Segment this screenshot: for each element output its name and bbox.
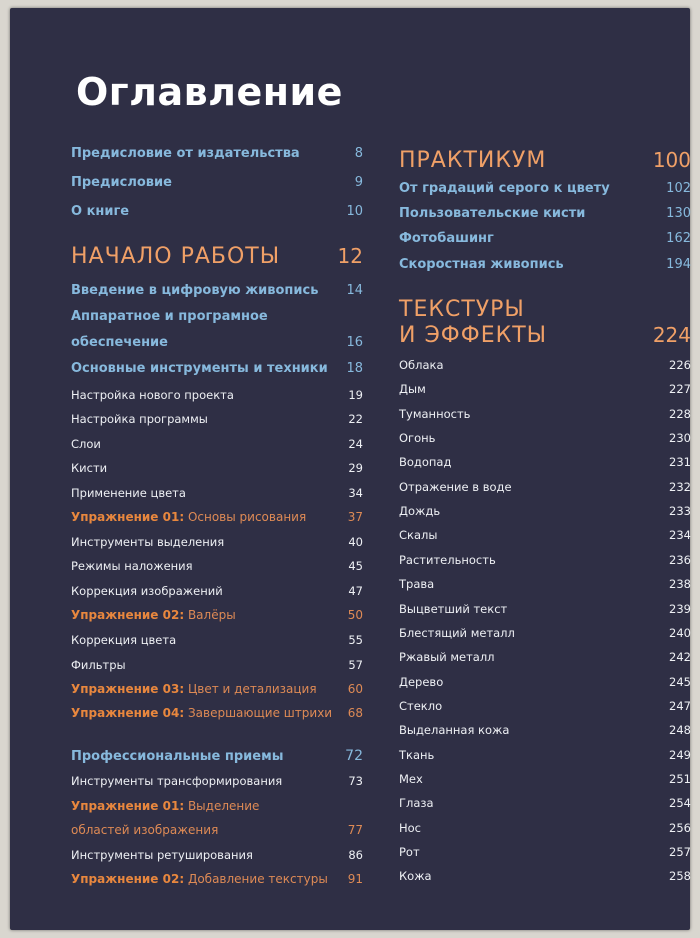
toc-entry[interactable] xyxy=(71,848,363,862)
entry-label: Добавление текстуры xyxy=(187,872,328,886)
entry-label: Коррекция изображений xyxy=(71,584,223,598)
entry-page: 251 xyxy=(669,771,691,786)
exercise-number: Упражнение 04: xyxy=(71,706,185,720)
toc-entry[interactable] xyxy=(399,675,691,689)
entry-label: Скалы xyxy=(399,528,438,543)
entry-page: 228 xyxy=(669,406,691,421)
entry-page: 73 xyxy=(348,774,363,788)
toc-exercise[interactable] xyxy=(71,799,363,813)
entry-page: 55 xyxy=(348,633,363,647)
toc-entry[interactable] xyxy=(71,535,363,549)
entry-label: Дерево xyxy=(399,674,444,689)
entry-page: 231 xyxy=(669,455,691,470)
entry-page: 230 xyxy=(669,431,691,446)
toc-entry[interactable] xyxy=(399,455,691,469)
entry-label: О книге xyxy=(71,204,130,219)
entry-label: Профессиональные приемы xyxy=(71,749,284,764)
entry-page: 254 xyxy=(669,796,691,811)
entry-label: От градаций серого к цвету xyxy=(399,181,610,196)
toc-exercise[interactable] xyxy=(71,872,363,886)
entry-page: 18 xyxy=(346,361,363,376)
toc-chapter[interactable] xyxy=(399,257,691,272)
toc-entry[interactable] xyxy=(399,431,691,445)
toc-entry[interactable] xyxy=(399,528,691,542)
section-label: ТЕКСТУРЫ xyxy=(399,297,525,322)
entry-page: 91 xyxy=(347,872,363,886)
entry-page: 86 xyxy=(348,848,363,862)
entry-label: Фотобашинг xyxy=(399,231,494,246)
entry-page: 37 xyxy=(347,510,363,524)
entry-label: Трава xyxy=(399,577,435,592)
entry-page: 233 xyxy=(669,504,691,519)
entry-label: Блестящий металл xyxy=(399,625,515,640)
toc-entry[interactable] xyxy=(399,845,691,859)
toc-entry[interactable] xyxy=(399,748,691,762)
entry-page: 232 xyxy=(669,479,691,494)
entry-page: 47 xyxy=(348,584,363,598)
section-page: 224 xyxy=(652,323,691,347)
entry-label: Облака xyxy=(399,358,444,372)
entry-page: 227 xyxy=(669,382,691,397)
toc-entry[interactable] xyxy=(399,553,691,567)
entry-page: 19 xyxy=(348,388,363,402)
entry-label: Аппаратное и програмное xyxy=(71,309,268,324)
entry-page: 240 xyxy=(669,625,691,640)
section-label: И ЭФФЕКТЫ xyxy=(399,323,548,348)
exercise-number: Упражнение 02: xyxy=(71,608,185,622)
toc-entry[interactable] xyxy=(399,723,691,737)
toc-exercise[interactable] xyxy=(71,682,363,696)
entry-page: 162 xyxy=(666,231,691,246)
toc-exercise[interactable] xyxy=(71,608,363,622)
entry-label: Применение цвета xyxy=(71,486,186,500)
exercise-number: Упражнение 01: xyxy=(71,799,185,813)
exercise-number: Упражнение 02: xyxy=(71,872,185,886)
toc-chapter[interactable] xyxy=(399,206,691,221)
entry-page: 102 xyxy=(666,181,691,196)
entry-label: Выделанная кожа xyxy=(399,723,510,738)
entry-label: обеспечение xyxy=(71,335,168,350)
entry-label: Кожа xyxy=(399,869,432,884)
entry-page: 57 xyxy=(348,658,363,672)
section-heading[interactable] xyxy=(399,297,691,322)
toc-exercise[interactable] xyxy=(71,510,363,524)
toc-entry[interactable] xyxy=(399,796,691,810)
exercise-number: Упражнение 03: xyxy=(71,682,185,696)
entry-label: Глаза xyxy=(399,796,434,811)
entry-label: Пользовательские кисти xyxy=(399,206,586,221)
entry-label: Инструменты трансформирования xyxy=(71,774,283,788)
entry-label: Растительность xyxy=(399,552,496,567)
section-page: 100 xyxy=(652,148,691,172)
toc-entry[interactable] xyxy=(71,412,363,426)
entry-label: Огонь xyxy=(399,431,436,446)
section-heading[interactable] xyxy=(71,244,363,269)
toc-entry[interactable] xyxy=(399,869,691,883)
entry-label: Дождь xyxy=(399,504,441,519)
entry-page: 245 xyxy=(669,674,691,689)
toc-chapter[interactable] xyxy=(71,283,363,298)
entry-page: 8 xyxy=(354,146,363,161)
entry-page: 258 xyxy=(669,869,691,884)
toc-entry[interactable] xyxy=(71,584,363,598)
toc-chapter[interactable] xyxy=(71,748,363,764)
entry-label: Стекло xyxy=(399,698,443,713)
entry-page: 40 xyxy=(348,535,363,549)
toc-entry[interactable] xyxy=(71,175,363,190)
entry-label: Дым xyxy=(399,382,426,397)
toc-chapter[interactable] xyxy=(399,231,691,246)
entry-label: Предисловие от издательства xyxy=(71,146,300,161)
entry-page: 238 xyxy=(669,577,691,592)
toc-chapter[interactable] xyxy=(71,361,363,376)
entry-label: Введение в цифровую живопись xyxy=(71,283,319,298)
entry-label: Инструменты выделения xyxy=(71,535,225,549)
entry-label: Выцветший текст xyxy=(399,601,508,616)
entry-label: Коррекция цвета xyxy=(71,633,177,647)
toc-exercise-continued[interactable] xyxy=(71,823,363,837)
entry-page: 77 xyxy=(347,823,363,837)
entry-label: Инструменты ретуширования xyxy=(71,848,253,862)
toc-entry[interactable] xyxy=(71,559,363,573)
section-label: ПРАКТИКУМ xyxy=(399,148,547,173)
toc-entry[interactable] xyxy=(71,461,363,475)
entry-label: Предисловие xyxy=(71,175,172,190)
entry-label: Кисти xyxy=(71,461,108,475)
toc-chapter[interactable] xyxy=(71,309,363,324)
page-title: Оглавление xyxy=(76,70,343,114)
entry-label: Мех xyxy=(399,771,423,786)
toc-entry[interactable] xyxy=(71,146,363,161)
entry-page: 68 xyxy=(347,706,363,720)
entry-page: 194 xyxy=(666,257,691,272)
toc-entry[interactable] xyxy=(399,626,691,640)
entry-page: 248 xyxy=(669,723,691,738)
toc-entry[interactable] xyxy=(399,358,691,372)
entry-label: Слои xyxy=(71,437,101,451)
entry-label: Нос xyxy=(399,820,422,835)
entry-page: 234 xyxy=(669,528,691,543)
entry-page: 45 xyxy=(348,559,363,573)
toc-entry[interactable] xyxy=(399,407,691,421)
entry-page: 22 xyxy=(348,412,363,426)
entry-page: 9 xyxy=(354,175,363,190)
entry-label: Настройка нового проекта xyxy=(71,388,234,402)
entry-page: 29 xyxy=(348,461,363,475)
section-heading-continued[interactable] xyxy=(399,323,691,348)
toc-entry[interactable] xyxy=(399,382,691,396)
entry-label: Режимы наложения xyxy=(71,559,193,573)
entry-page: 10 xyxy=(346,204,363,219)
entry-page: 249 xyxy=(669,747,691,762)
entry-label: Выделение xyxy=(187,799,260,813)
toc-entry[interactable] xyxy=(399,577,691,591)
entry-page: 24 xyxy=(348,437,363,451)
entry-label: Цвет и детализация xyxy=(187,682,317,696)
toc-entry[interactable] xyxy=(71,388,363,402)
toc-entry[interactable] xyxy=(399,504,691,518)
entry-page: 50 xyxy=(347,608,363,622)
entry-page: 247 xyxy=(669,698,691,713)
entry-label: Основные инструменты и техники xyxy=(71,361,328,376)
entry-label: областей изображения xyxy=(71,823,219,837)
entry-page: 226 xyxy=(669,358,691,372)
entry-label: Водопад xyxy=(399,455,452,470)
entry-label: Отражение в воде xyxy=(399,479,512,494)
toc-exercise[interactable] xyxy=(71,706,363,720)
toc-entry[interactable] xyxy=(71,486,363,500)
entry-page: 242 xyxy=(669,650,691,665)
entry-page: 239 xyxy=(669,601,691,616)
toc-chapter-continued[interactable] xyxy=(71,335,363,350)
toc-entry[interactable] xyxy=(71,633,363,647)
entry-label: Валёры xyxy=(187,608,236,622)
entry-label: Скоростная живопись xyxy=(399,257,564,272)
toc-page xyxy=(10,8,690,930)
entry-label: Ткань xyxy=(399,747,435,762)
toc-entry[interactable] xyxy=(399,602,691,616)
toc-entry[interactable] xyxy=(399,480,691,494)
entry-page: 236 xyxy=(669,552,691,567)
entry-page: 130 xyxy=(666,206,691,221)
entry-page: 257 xyxy=(669,845,691,859)
entry-page: 60 xyxy=(347,682,363,696)
entry-page: 34 xyxy=(348,486,363,500)
section-heading[interactable] xyxy=(399,148,691,173)
toc-entry[interactable] xyxy=(399,699,691,713)
entry-page: 72 xyxy=(345,748,363,764)
toc-entry[interactable] xyxy=(71,658,363,672)
entry-page: 14 xyxy=(346,283,363,298)
entry-page: 256 xyxy=(669,820,691,835)
toc-entry[interactable] xyxy=(399,821,691,835)
entry-label: Фильтры xyxy=(71,658,126,672)
exercise-number: Упражнение 01: xyxy=(71,510,185,524)
toc-entry[interactable] xyxy=(399,650,691,664)
entry-label: Завершающие штрихи xyxy=(187,706,333,720)
toc-entry[interactable] xyxy=(71,774,363,788)
entry-label: Основы рисования xyxy=(187,510,307,524)
entry-page: 16 xyxy=(346,335,363,350)
toc-entry[interactable] xyxy=(71,204,363,219)
section-page: 12 xyxy=(337,244,363,268)
entry-label: Настройка программы xyxy=(71,412,208,426)
entry-label: Туманность xyxy=(399,406,471,421)
toc-entry[interactable] xyxy=(71,437,363,451)
entry-label: Ржавый металл xyxy=(399,650,495,665)
entry-label: Рот xyxy=(399,845,420,859)
toc-entry[interactable] xyxy=(399,772,691,786)
toc-chapter[interactable] xyxy=(399,181,691,196)
section-label: НАЧАЛО РАБОТЫ xyxy=(71,244,281,269)
